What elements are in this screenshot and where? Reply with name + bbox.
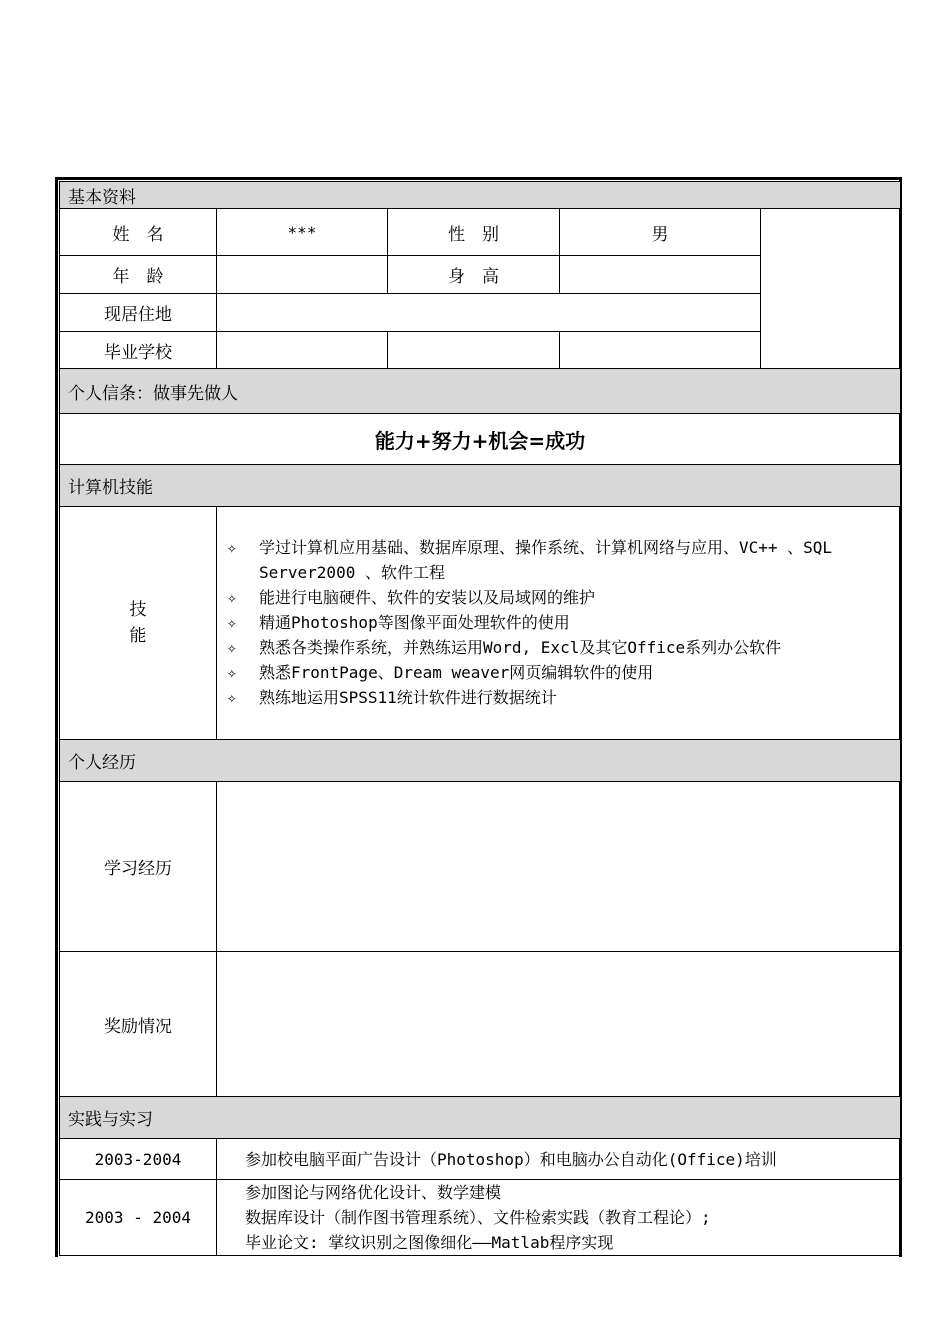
school-value [217,332,388,369]
practice-period: 2003-2004 [60,1139,217,1180]
practice-line: 数据库设计（制作图书管理系统）、文件检索实践（教育工程论）; [245,1208,711,1227]
section-motto: 个人信条：做事先做人 [60,369,901,414]
section-basic-info: 基本资料 [60,182,901,209]
skill-item: ✧ 熟悉各类操作系统，并熟练运用Word, Excl及其它Office系列办公软件 [227,635,896,660]
practice-line: 参加图论与网络优化设计、数学建模 [245,1183,502,1202]
practice-description [217,1139,901,1180]
practice-period: 2003 - 2004 [60,1180,217,1256]
practice-line: 参加校电脑平面广告设计（Photoshop）和电脑办公自动化(Office)培训 [245,1149,777,1169]
section-personal-experience: 个人经历 [60,740,901,782]
diamond-bullet-icon: ✧ [227,688,237,707]
diamond-bullet-icon: ✧ [227,663,237,682]
residence-value [217,294,761,332]
section-practice: 实践与实习 [60,1097,901,1139]
name-value: *** [217,209,388,256]
motto-text: 能力+努力+机会=成功 [60,414,901,465]
diamond-bullet-icon: ✧ [227,588,237,607]
study-history-label: 学习经历 [60,782,217,952]
practice-description [217,1180,901,1256]
resume-table [59,181,901,1256]
residence-label: 现居住地 [60,294,217,332]
gender-label: 性 别 [388,209,560,256]
height-value [560,256,761,294]
section-computer-skills: 计算机技能 [60,465,901,507]
skill-item: ✧ 学过计算机应用基础、数据库原理、操作系统、计算机网络与应用、VC++ 、SQL Server2000 、软件工程 [227,535,896,585]
diamond-bullet-icon: ✧ [227,613,237,632]
awards-label: 奖励情况 [60,952,217,1097]
skills-label [60,507,217,740]
skills-label-line1: 技 [129,600,147,620]
height-label: 身 高 [388,256,560,294]
practice-line: 毕业论文: 掌纹识别之图像细化——Matlab程序实现 [245,1233,614,1252]
skill-item: ✧ 能进行电脑硬件、软件的安装以及局域网的维护 [227,585,896,610]
school-label: 毕业学校 [60,332,217,369]
skills-label-line2: 能 [129,626,147,646]
diamond-bullet-icon: ✧ [227,638,237,657]
study-history-content [217,782,901,952]
school-extra-1 [388,332,560,369]
school-extra-2 [560,332,761,369]
age-value [217,256,388,294]
gender-value: 男 [560,209,761,256]
name-label: 姓 名 [60,209,217,256]
diamond-bullet-icon: ✧ [227,538,237,557]
skill-item: ✧ 精通Photoshop等图像平面处理软件的使用 [227,610,896,635]
skills-list [217,535,900,710]
age-label: 年 龄 [60,256,217,294]
skill-item: ✧ 熟练地运用SPSS11统计软件进行数据统计 [227,685,896,710]
photo-cell [761,209,901,369]
skills-content [217,507,901,740]
skill-item: ✧ 熟悉FrontPage、Dream weaver网页编辑软件的使用 [227,660,896,685]
awards-content [217,952,901,1097]
